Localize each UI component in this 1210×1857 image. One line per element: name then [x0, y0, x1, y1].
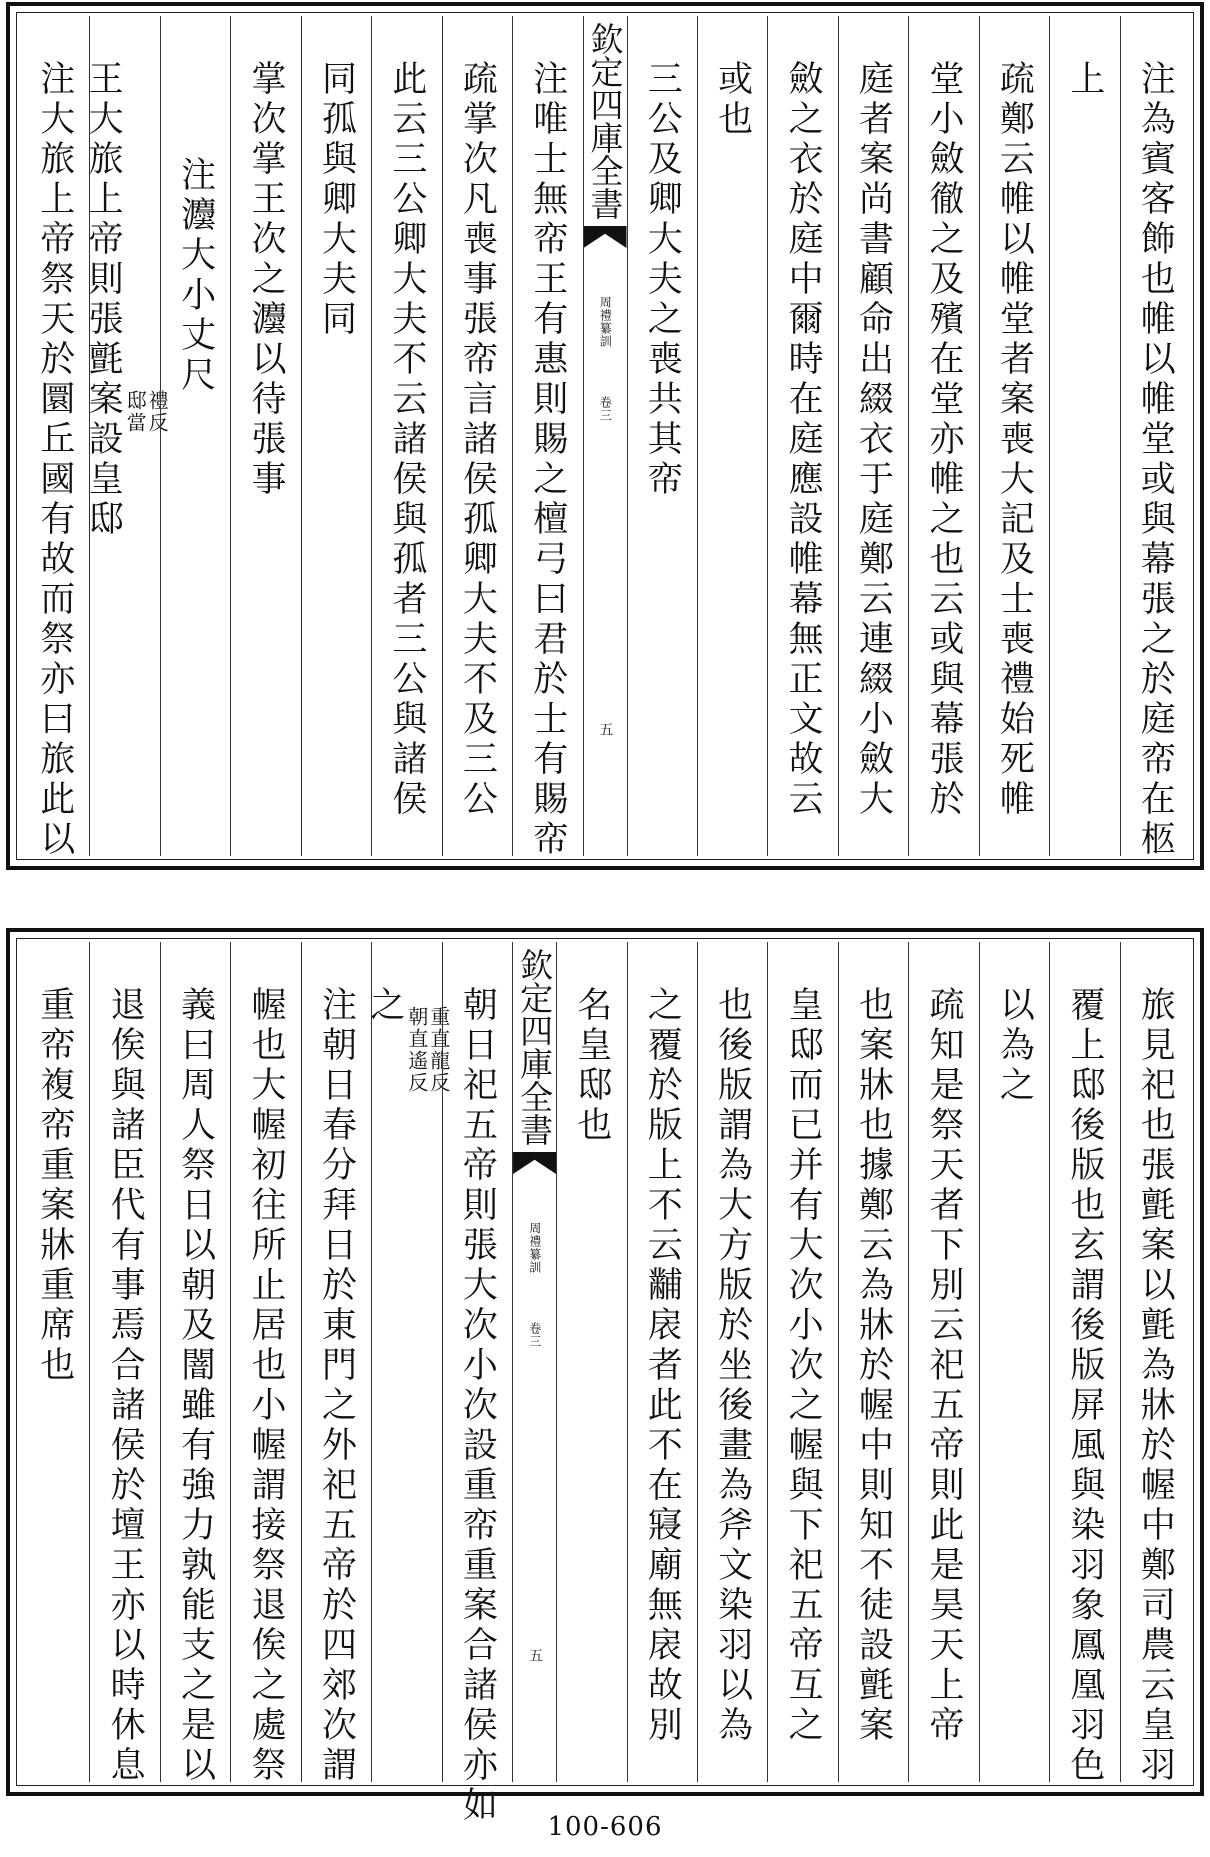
- text-line: 疏鄭云帷以帷堂者案喪大記及士喪禮始死帷: [994, 60, 1035, 820]
- text-line: 之: [364, 986, 405, 1026]
- bottom-leaf: [6, 928, 1204, 1826]
- gutter-title: 欽定四庫全書: [515, 948, 555, 1146]
- text-column: [908, 16, 978, 856]
- text-column: [979, 16, 1049, 856]
- text-line: 幄也大幄初往所止居也小幄謂接祭退俟之處祭: [246, 986, 287, 1786]
- text-line: 庭者案尚書顧命出綴衣于庭鄭云連綴小斂大: [853, 60, 894, 820]
- text-line: 覆上邸後版也玄謂後版屏風與染羽象鳳凰羽色: [1064, 986, 1105, 1786]
- text-column: [442, 16, 512, 856]
- text-column: [697, 942, 767, 1782]
- text-column: [556, 942, 626, 1782]
- text-line: 名皇邸也: [571, 986, 612, 1146]
- text-column: [301, 942, 371, 1786]
- text-column: [89, 942, 159, 1786]
- text-line: 王大旅上帝則張氈案設皇邸: [83, 60, 124, 540]
- gutter-book-title: 周禮纂訓: [527, 1222, 542, 1274]
- text-column: [20, 16, 89, 860]
- text-column: [908, 942, 978, 1782]
- text-column: [1120, 16, 1190, 860]
- text-column: [83, 16, 170, 856]
- gloss-line: 重直龍反: [426, 1006, 451, 1094]
- text-column: [697, 16, 767, 856]
- text-line: 注為賓客飾也帷以帷堂或與幕張之於庭帟在柩: [1135, 60, 1176, 860]
- text-line: 此云三公卿大夫不云諸侯與孤者三公與諸侯: [386, 60, 427, 820]
- text-column: [20, 942, 89, 1782]
- text-line: 退俟與諸臣代有事焉合諸侯於壇王亦以時休息: [105, 986, 146, 1786]
- text-column: [512, 16, 582, 860]
- text-line: 以為之: [994, 986, 1035, 1106]
- text-column: [838, 16, 908, 856]
- text-column: [1049, 16, 1119, 856]
- page-number: 100-606: [547, 1812, 663, 1842]
- gutter-juan: 卷三: [527, 1322, 542, 1348]
- text-column: [364, 942, 451, 1782]
- center-gutter: [512, 942, 556, 1782]
- text-line: 旅見祀也張氈案以氈為牀於幄中鄭司農云皇羽: [1135, 986, 1176, 1786]
- gloss-line: 邸當: [123, 390, 148, 434]
- text-line: 斂之衣於庭中爾時在庭應設帷幕無正文故云: [783, 60, 824, 820]
- text-column: [627, 942, 697, 1782]
- text-line: 掌次掌王次之灋以待張事: [246, 60, 287, 500]
- gutter-book-title: 周禮纂訓: [598, 296, 613, 348]
- gutter-juan: 卷三: [598, 396, 613, 422]
- text-line: 上: [1064, 60, 1105, 100]
- text-line: 皇邸而已并有大次小次之幄與下祀五帝互之: [783, 986, 824, 1746]
- bottom-leaf-columns: [20, 942, 1190, 1826]
- gloss-line: 禮反: [145, 390, 170, 434]
- text-line: 也後版謂為大方版於坐後畫為斧文染羽以為: [712, 986, 753, 1746]
- text-column: [1120, 942, 1190, 1786]
- fishtail-mark: [513, 1152, 556, 1174]
- gloss-line: 朝直遙反: [404, 1006, 429, 1094]
- text-line: 之覆於版上不云黼扆者此不在寢廟無扆故別: [642, 986, 683, 1746]
- text-column: [767, 16, 837, 856]
- text-column: [230, 16, 300, 856]
- text-line: 三公及卿大夫之喪共其帟: [642, 60, 683, 500]
- text-line: 注大旅上帝祭天於圜丘國有故而祭亦曰旅此以: [34, 60, 75, 860]
- text-line: 注朝日春分拜日於東門之外祀五帝於四郊次謂: [316, 986, 357, 1786]
- top-leaf: [6, 2, 1204, 870]
- text-column: [301, 16, 371, 856]
- text-column: [1049, 942, 1119, 1786]
- text-column: [767, 942, 837, 1782]
- text-line: 疏掌次凡喪事張帟言諸侯孤卿大夫不及三公: [457, 60, 498, 820]
- text-line: 注唯士無帟王有惠則賜之檀弓曰君於士有賜帟: [527, 60, 568, 860]
- gutter-title: 欽定四庫全書: [585, 22, 625, 220]
- text-column: [979, 942, 1049, 1782]
- fishtail-mark: [584, 226, 627, 248]
- text-line: 重帟複帟重案牀重席也: [34, 986, 75, 1386]
- text-column: [160, 16, 230, 856]
- gutter-folio: 五: [526, 1648, 543, 1662]
- text-column: [371, 16, 441, 856]
- text-line: 也案牀也據鄭云為牀於幄中則知不徒設氈案: [853, 986, 894, 1746]
- text-line: 堂小斂徹之及殯在堂亦帷之也云或與幕張於: [923, 60, 964, 820]
- text-column: [442, 942, 512, 1826]
- text-column: [627, 16, 697, 856]
- text-line: 疏知是祭天者下別云祀五帝則此是昊天上帝: [923, 986, 964, 1746]
- text-line: 義曰周人祭日以朝及闇雖有強力孰能支之是以: [175, 986, 216, 1786]
- center-gutter: [583, 16, 627, 856]
- text-line: 注灋大小丈尺: [175, 156, 216, 396]
- text-line: 朝日祀五帝則張大次小次設重帟重案合諸侯亦如: [457, 986, 498, 1826]
- top-leaf-columns: [20, 16, 1190, 860]
- gutter-folio: 五: [597, 722, 614, 736]
- text-line: 同孤與卿大夫同: [316, 60, 357, 340]
- text-column: [160, 942, 230, 1786]
- text-column: [838, 942, 908, 1782]
- text-column: [230, 942, 300, 1786]
- text-line: 或也: [712, 60, 753, 140]
